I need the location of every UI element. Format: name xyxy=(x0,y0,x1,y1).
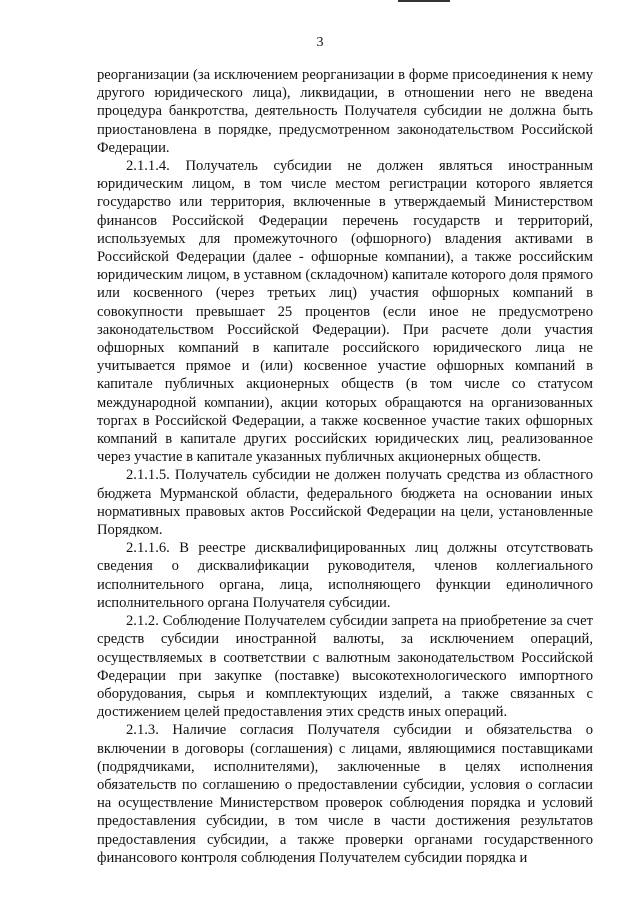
document-body xyxy=(97,66,593,867)
paragraph-continuation: реорганизации (за исключением реорганизации в форме присоединения к нему другого юридического лица), ликвидации, в отношении него не введена процедура банкротства, деятельность Получателя субсидии не должна быть приостановлена в порядке, предусмотренном законодательством Российской Федерации. xyxy=(97,67,593,156)
page-number: 3 xyxy=(316,35,324,50)
paragraph-2-1-1-5: 2.1.1.5. Получатель субсидии не должен получать средства из областного бюджета Мурманской области, федерального бюджета на основании иных нормативных правовых актов Российской Федерации на цели, установленные Порядком. xyxy=(97,467,593,539)
paragraph-2-1-1-4: 2.1.1.4. Получатель субсидии не должен являться иностранным юридическим лицом, в том числе местом регистрации которого является государство или территория, включенные в утверждаемый Министерством финансов Российской Федерации перечень государств и территорий, используемых для промежуточного (офшорного) владения активами в Российской Федерации (далее - офшорные компании), а также российским юридическим лицом, в уставном (складочном) капитале которого доля прямого или косвенного (через третьих лиц) участия офшорных компаний в совокупности превышает 25 процентов (если иное не предусмотрено законодательством Российской Федерации). При расчете доли участия офшорных компаний в капитале российского юридического лица не учитывается прямое и (или) косвенное участие офшорных компаний в капитале публичных акционерных обществ (в том числе со статусом международной компании), акции которых обращаются на организованных торгах в Российской Федерации, а также косвенное участие таких офшорных компаний в капитале других российских юридических лиц, реализованное через участие в капитале указанных публичных акционерных обществ. xyxy=(97,158,593,466)
paragraph-2-1-3: 2.1.3. Наличие согласия Получателя субсидии и обязательства о включении в договоры (соглашения) с лицами, являющимися поставщиками (подрядчиками, исполнителями), заключенные в целях исполнения обязательств по соглашению о предоставлении субсидии, условия о согласии на осуществление Министерством проверок соблюдения порядка и условий предоставления субсидии, в том числе в части достижения результатов предоставления субсидии, а также проверки органами государственного финансового контроля соблюдения Получателем субсидии порядка и xyxy=(97,722,593,866)
paragraph-2-1-1-6: 2.1.1.6. В реестре дисквалифицированных лиц должны отсутствовать сведения о дисквалификации руководителя, членов коллегиального исполнительного органа, лица, исполняющего функции единоличного исполнительного органа Получателя субсидии. xyxy=(97,540,593,611)
paragraph-2-1-2: 2.1.2. Соблюдение Получателем субсидии запрета на приобретение за счет средств субсидии иностранной валюты, за исключением операций, осуществляемых в соответствии с валютным законодательством Российской Федерации при закупке (поставке) высокотехнологического импортного оборудования, сырья и комплектующих изделий, а также связанных с достижением целей предоставления этих средств иных операций. xyxy=(97,613,593,721)
top-edge-line xyxy=(398,0,450,2)
